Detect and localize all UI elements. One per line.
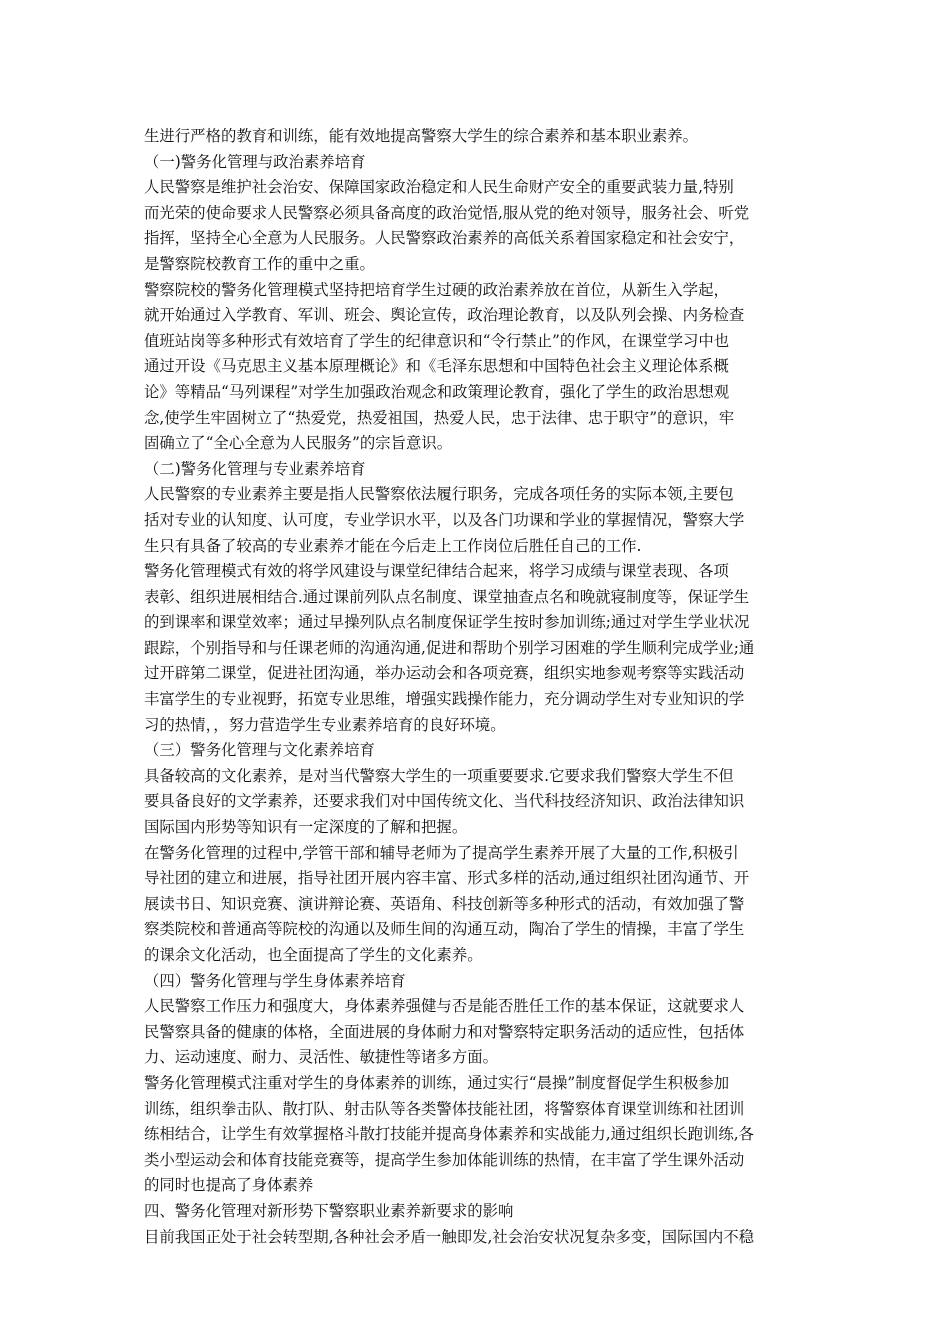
body-line: 而光荣的使命要求人民警察必须具备高度的政治觉悟,服从党的绝对领导，服务社会、听党 <box>144 203 750 222</box>
body-line: 的同时也提高了身体素养 <box>144 1176 314 1195</box>
body-line: 力、运动速度、耐力、灵活性、敏捷性等诸多方面。 <box>144 1048 498 1067</box>
body-line: 类小型运动会和体育技能竞赛等，提高学生参加体能训练的热情，在丰富了学生课外活动 <box>144 1150 745 1169</box>
body-line: 括对专业的认知度、认可度，专业学识水平，以及各门功课和学业的掌握情况，警察大学 <box>144 510 745 529</box>
body-line: 的到课率和课堂效率；通过早操列队点名制度保证学生按时参加训练;通过对学生学业状况 <box>144 613 750 632</box>
body-line: 导社团的建立和进展，指导社团开展内容丰富、形式多样的活动,通过组织社团沟通节、开 <box>144 869 750 888</box>
body-line: 练相结合，让学生有效掌握格斗散打技能并提高身体素养和实战能力,通过组织长跑训练,各 <box>144 1125 755 1144</box>
body-line: 具备较高的文化素养，是对当代警察大学生的一项重要要求.它要求我们警察大学生不但 <box>144 766 734 785</box>
body-line: 生进行严格的教育和训练，能有效地提高警察大学生的综合素养和基本职业素养。 <box>144 127 699 145</box>
body-line: 的课余文化活动，也全面提高了学生的文化素养。 <box>144 946 483 964</box>
section-heading: （三）警务化管理与文化素养培育 <box>144 741 375 760</box>
body-line: 察类院校和普通高等院校的沟通以及师生间的沟通互动，陶冶了学生的情操，丰富了学生 <box>144 920 745 939</box>
body-line: 要具备良好的文学素养，还要求我们对中国传统文化、当代科技经济知识、政治法律知识 <box>144 792 745 811</box>
section-heading: （二)警务化管理与专业素养培育 <box>144 459 366 478</box>
body-line: 目前我国正处于社会转型期,各种社会矛盾一触即发,社会治安状况复杂多变，国际国内不稳 <box>144 1227 755 1246</box>
body-line: 念,使学生牢固树立了“热爱党，热爱祖国，热爱人民，忠于法律、忠于职守”的意识，牢 <box>144 408 735 427</box>
body-line: 国际国内形势等知识有一定深度的了解和把握。 <box>144 818 468 837</box>
body-line: 警务化管理模式有效的将学风建设与课堂纪律结合起来，将学习成绩与课堂表现、各项 <box>144 562 729 581</box>
body-line: 值班站岗等多种形式有效培育了学生的纪律意识和“令行禁止”的作风，在课堂学习中也 <box>144 331 730 350</box>
body-line: 论》等精品“马列课程”对学生加强政治观念和政策理论教育，强化了学生的政治思想观 <box>144 382 730 401</box>
body-line: 民警察具备的健康的体格，全面进展的身体耐力和对警察特定职务活动的适应性，包括体 <box>144 1022 745 1041</box>
body-line: 是警察院校教育工作的重中之重。 <box>144 254 375 273</box>
body-line: 人民警察工作压力和强度大，身体素养强健与否是能否胜任工作的基本保证，这就要求人 <box>144 997 745 1016</box>
body-line: 展读书日、知识竞赛、演讲辩论赛、英语角、科技创新等多种形式的活动，有效加强了警 <box>144 894 745 913</box>
body-line: 习的热情，，努力营造学生专业素养培育的良好环境。 <box>144 715 506 734</box>
body-line: 生只有具备了较高的专业素养才能在今后走上工作岗位后胜任自己的工作. <box>144 536 642 555</box>
body-line: 丰富学生的专业视野，拓宽专业思维，增强实践操作能力，充分调动学生对专业知识的学 <box>144 690 745 709</box>
body-line: 就开始通过入学教育、军训、班会、舆论宣传，政治理论教育，以及队列会操、内务检查 <box>144 306 745 325</box>
body-line: 训练，组织拳击队、散打队、射击队等各类警体技能社团，将警察体育课堂训练和社团训 <box>144 1099 745 1118</box>
body-line: 在警务化管理的过程中,学管干部和辅导老师为了提高学生素养开展了大量的工作,积极引 <box>144 843 739 862</box>
body-line: 表彰、组织进展相结合.通过课前列队点名制度、课堂抽查点名和晚就寝制度等，保证学生 <box>144 587 750 606</box>
body-line: 固确立了“全心全意为人民服务”的宗旨意识。 <box>144 434 453 453</box>
body-line: 警务化管理模式注重对学生的身体素养的训练，通过实行“晨操”制度督促学生积极参加 <box>144 1073 730 1092</box>
body-line: 通过开设《马克思主义基本原理概论》和《毛泽东思想和中国特色社会主义理论体系概 <box>144 357 729 376</box>
document-body <box>144 124 812 1250</box>
body-line: 过开辟第二课堂，促进社团沟通，举办运动会和各项竞赛，组织实地参观考察等实践活动 <box>144 664 745 683</box>
body-line: 人民警察的专业素养主要是指人民警察依法履行职务，完成各项任务的实际本领,主要包 <box>144 485 734 504</box>
body-line: 指挥，坚持全心全意为人民服务。人民警察政治素养的高低关系着国家稳定和社会安宁， <box>144 229 745 248</box>
body-line: 警察院校的警务化管理模式坚持把培育学生过硬的政治素养放在首位，从新生入学起， <box>144 280 729 299</box>
body-line: 跟踪，个别指导和与任课老师的沟通沟通,促进和帮助个别学习困难的学生顺利完成学业;通 <box>144 638 755 657</box>
section-heading: 四、警务化管理对新形势下警察职业素养新要求的影响 <box>144 1201 514 1220</box>
section-heading: （一)警务化管理与政治素养培育 <box>144 152 366 171</box>
body-line: 人民警察是维护社会治安、保障国家政治稳定和人民生命财产安全的重要武装力量,特别 <box>144 178 734 197</box>
section-heading: （四）警务化管理与学生身体素养培育 <box>144 971 406 990</box>
